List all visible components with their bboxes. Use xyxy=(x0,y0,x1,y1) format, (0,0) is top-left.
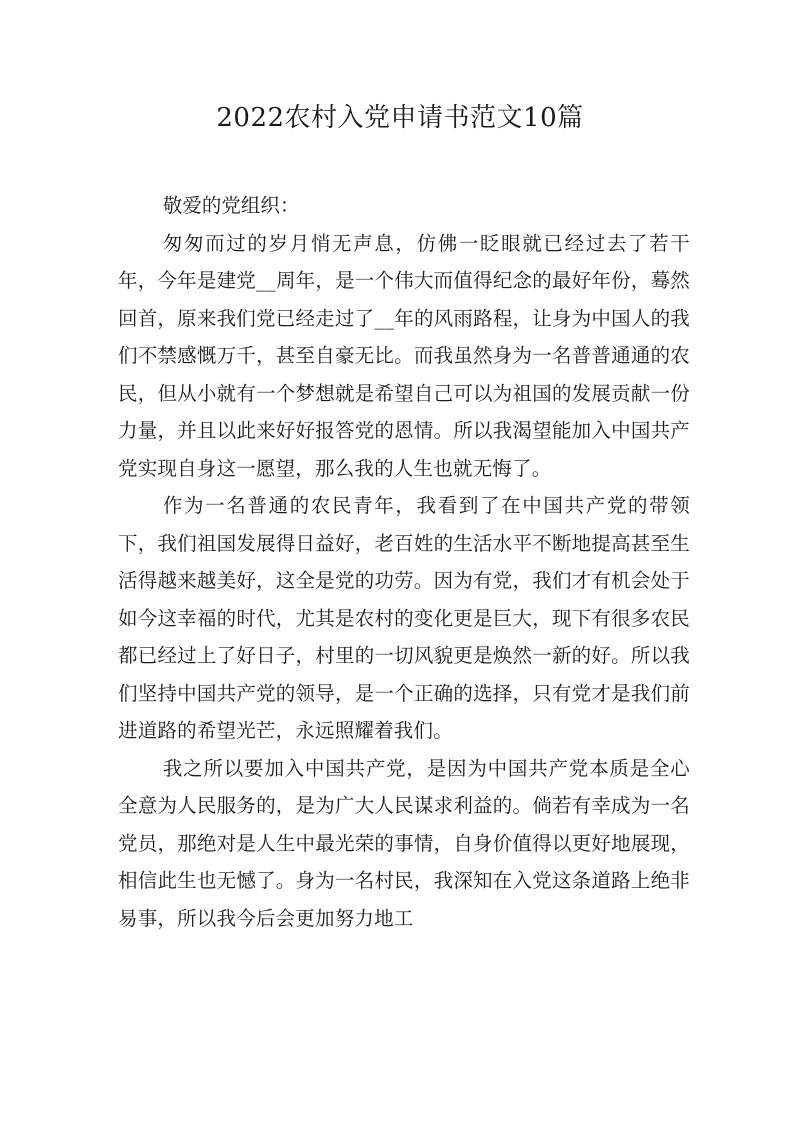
paragraph-2: 作为一名普通的农民青年，我看到了在中国共产党的带领下，我们祖国发展得日益好，老百姓的生活水平不断地提高甚至生活得越来越美好，这全是党的功劳。因为有党，我们才有机会处于如今这幸福的时代，尤其是农村的变化更是巨大，现下有很多农民都已经过上了好日子，村里的一切风貌更是焕然一新的好。所以我们坚持中国共产党的领导，是一个正确的选择，只有党才是我们前进道路的希望光芒，永远照耀着我们。 xyxy=(118,494,690,742)
document-title: 2022农村入党申请书范文10篇 xyxy=(216,103,584,133)
document-body xyxy=(118,187,690,937)
paragraph-1: 匆匆而过的岁月悄无声息，仿佛一眨眼就已经过去了若干年，今年是建党__周年，是一个伟大而值得纪念的最好年份，蓦然回首，原来我们党已经走过了__年的风雨路程，让身为中国人的我们不禁感慨万千，甚至自豪无比。而我虽然身为一名普普通通的农民，但从小就有一个梦想就是希望自己可以为祖国的发展贡献一份力量，并且以此来好好报答党的恩情。所以我渴望能加入中国共产党实现自身这一愿望，那么我的人生也就无悔了。 xyxy=(118,231,690,480)
paragraph-3: 我之所以要加入中国共产党，是因为中国共产党本质是全心全意为人民服务的，是为广大人民谋求利益的。倘若有幸成为一名党员，那绝对是人生中最光荣的事情，自身价值得以更好地展现，相信此生也无憾了。身为一名村民，我深知在入党这条道路上绝非易事，所以我今后会更加努力地工 xyxy=(118,756,690,930)
salutation: 敬爱的党组织： xyxy=(162,194,300,217)
